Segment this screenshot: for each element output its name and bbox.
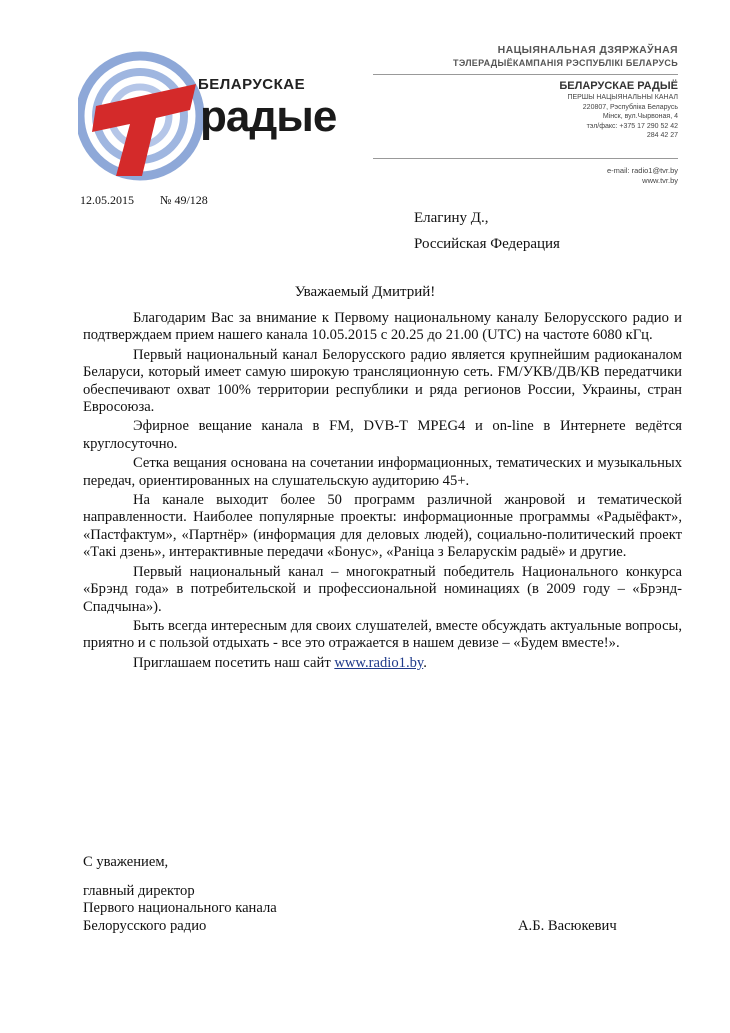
- body-paragraph: [83, 655, 682, 672]
- body-paragraph: Первый национальный канал Белорусского радио является крупнейшим радиоканалом Беларуси, который имеет самую широкую трансляционную сеть. FM/УКВ/ДВ/КВ передатчики обеспечивают охват 100% территории республики и ряда регионов России, Украины, стран Евросоюза.: [83, 346, 682, 416]
- org-name: [453, 44, 678, 69]
- address-line1: 220807, Рэспубліка Беларусь: [582, 103, 678, 111]
- org-name-line1: НАЦЫЯНАЛЬНАЯ ДЗЯРЖАЎНАЯ: [497, 44, 678, 56]
- letterhead-divider-top: [373, 74, 678, 75]
- address-line2: Мінск, вул.Чырвоная, 4: [602, 113, 678, 120]
- letter-number: № 49/128: [160, 193, 208, 207]
- signer-title-line1: главный директор: [83, 882, 195, 899]
- addressee-name: Елагину Д.,: [414, 210, 489, 226]
- web-contacts: [607, 166, 678, 186]
- logo-word-big: радые: [200, 92, 337, 141]
- addressee: [414, 205, 560, 257]
- body-paragraph: Эфирное вещание канала в FM, DVB-T MPEG4 и on-line в Интернете ведётся круглосуточно.: [83, 418, 682, 452]
- email: e-mail: radio1@tvr.by: [607, 166, 678, 175]
- letter-date: 12.05.2015: [80, 193, 134, 207]
- logo-word-top: БЕЛАРУСКАЕ: [198, 76, 306, 93]
- closing-block: [83, 854, 277, 935]
- greeting: Уважаемый Дмитрий!: [294, 284, 436, 300]
- letter-body: [83, 310, 682, 674]
- phone2: 284 42 27: [646, 132, 678, 139]
- signer-title-line2: Первого национального канала: [83, 900, 277, 916]
- contact-name: БЕЛАРУСКАЕ РАДЫЁ: [559, 80, 678, 92]
- addressee-country: Российская Федерация: [414, 236, 560, 252]
- letterhead-divider-bottom: [373, 158, 678, 159]
- signer-name: А.Б. Васюкевич: [518, 918, 617, 934]
- org-name-line2: ТЭЛЕРАДЫЁКАМПАНІЯ РЭСПУБЛІКІ БЕЛАРУСЬ: [453, 58, 678, 68]
- signer-title-line3: Белорусского радио: [83, 917, 207, 934]
- body-paragraph: Быть всегда интересным для своих слушателей, вместе обсуждать актуальные вопросы, приятно и с пользой отдыхать - все это отражается в нашем девизе – «Будем вместе!».: [83, 617, 682, 652]
- radio-logo: [78, 48, 337, 183]
- body-paragraph: На канале выходит более 50 программ различной жанровой и тематической направленности. Наиболее популярные проекты: информационные программы «Радыёфакт», «Пастфактум», «Партнёр» (информация для деловых людей), социально-политический проект «Такі дзень», интерактивные передачи «Бонус», «Раніца з Беларускім радыё» и другие.: [83, 492, 682, 561]
- contact-sub: ПЕРШЫ НАЦЫЯНАЛЬНЫ КАНАЛ: [567, 94, 678, 101]
- body-paragraph: Благодарим Вас за внимание к Первому национальному каналу Белорусского радио и подтверждаем прием нашего канала 10.05.2015 с 20.25 до 21.00 (UTC) на частоте 6080 кГц.: [83, 310, 682, 344]
- invite-end: .: [423, 654, 427, 671]
- website: www.tvr.by: [642, 176, 678, 185]
- phone: тэл/факс: +375 17 290 52 42: [586, 122, 678, 130]
- body-paragraph: Сетка вещания основана на сочетании информационных, тематических и музыкальных передач, ориентированных на слушательскую аудиторию 45+.: [83, 455, 682, 489]
- contact-block: [559, 80, 678, 141]
- body-paragraph: Первый национальный канал – многократный победитель Национального конкурса «Брэнд года» в потребительской и профессиональной номинациях (в 2009 году – «Брэнд-Спадчына»).: [83, 563, 682, 615]
- invite-text: Приглашаем посетить наш сайт: [133, 654, 335, 671]
- website-link[interactable]: www.radio1.by: [334, 654, 424, 671]
- regards: С уважением,: [83, 854, 169, 870]
- letter-reference: [80, 193, 208, 208]
